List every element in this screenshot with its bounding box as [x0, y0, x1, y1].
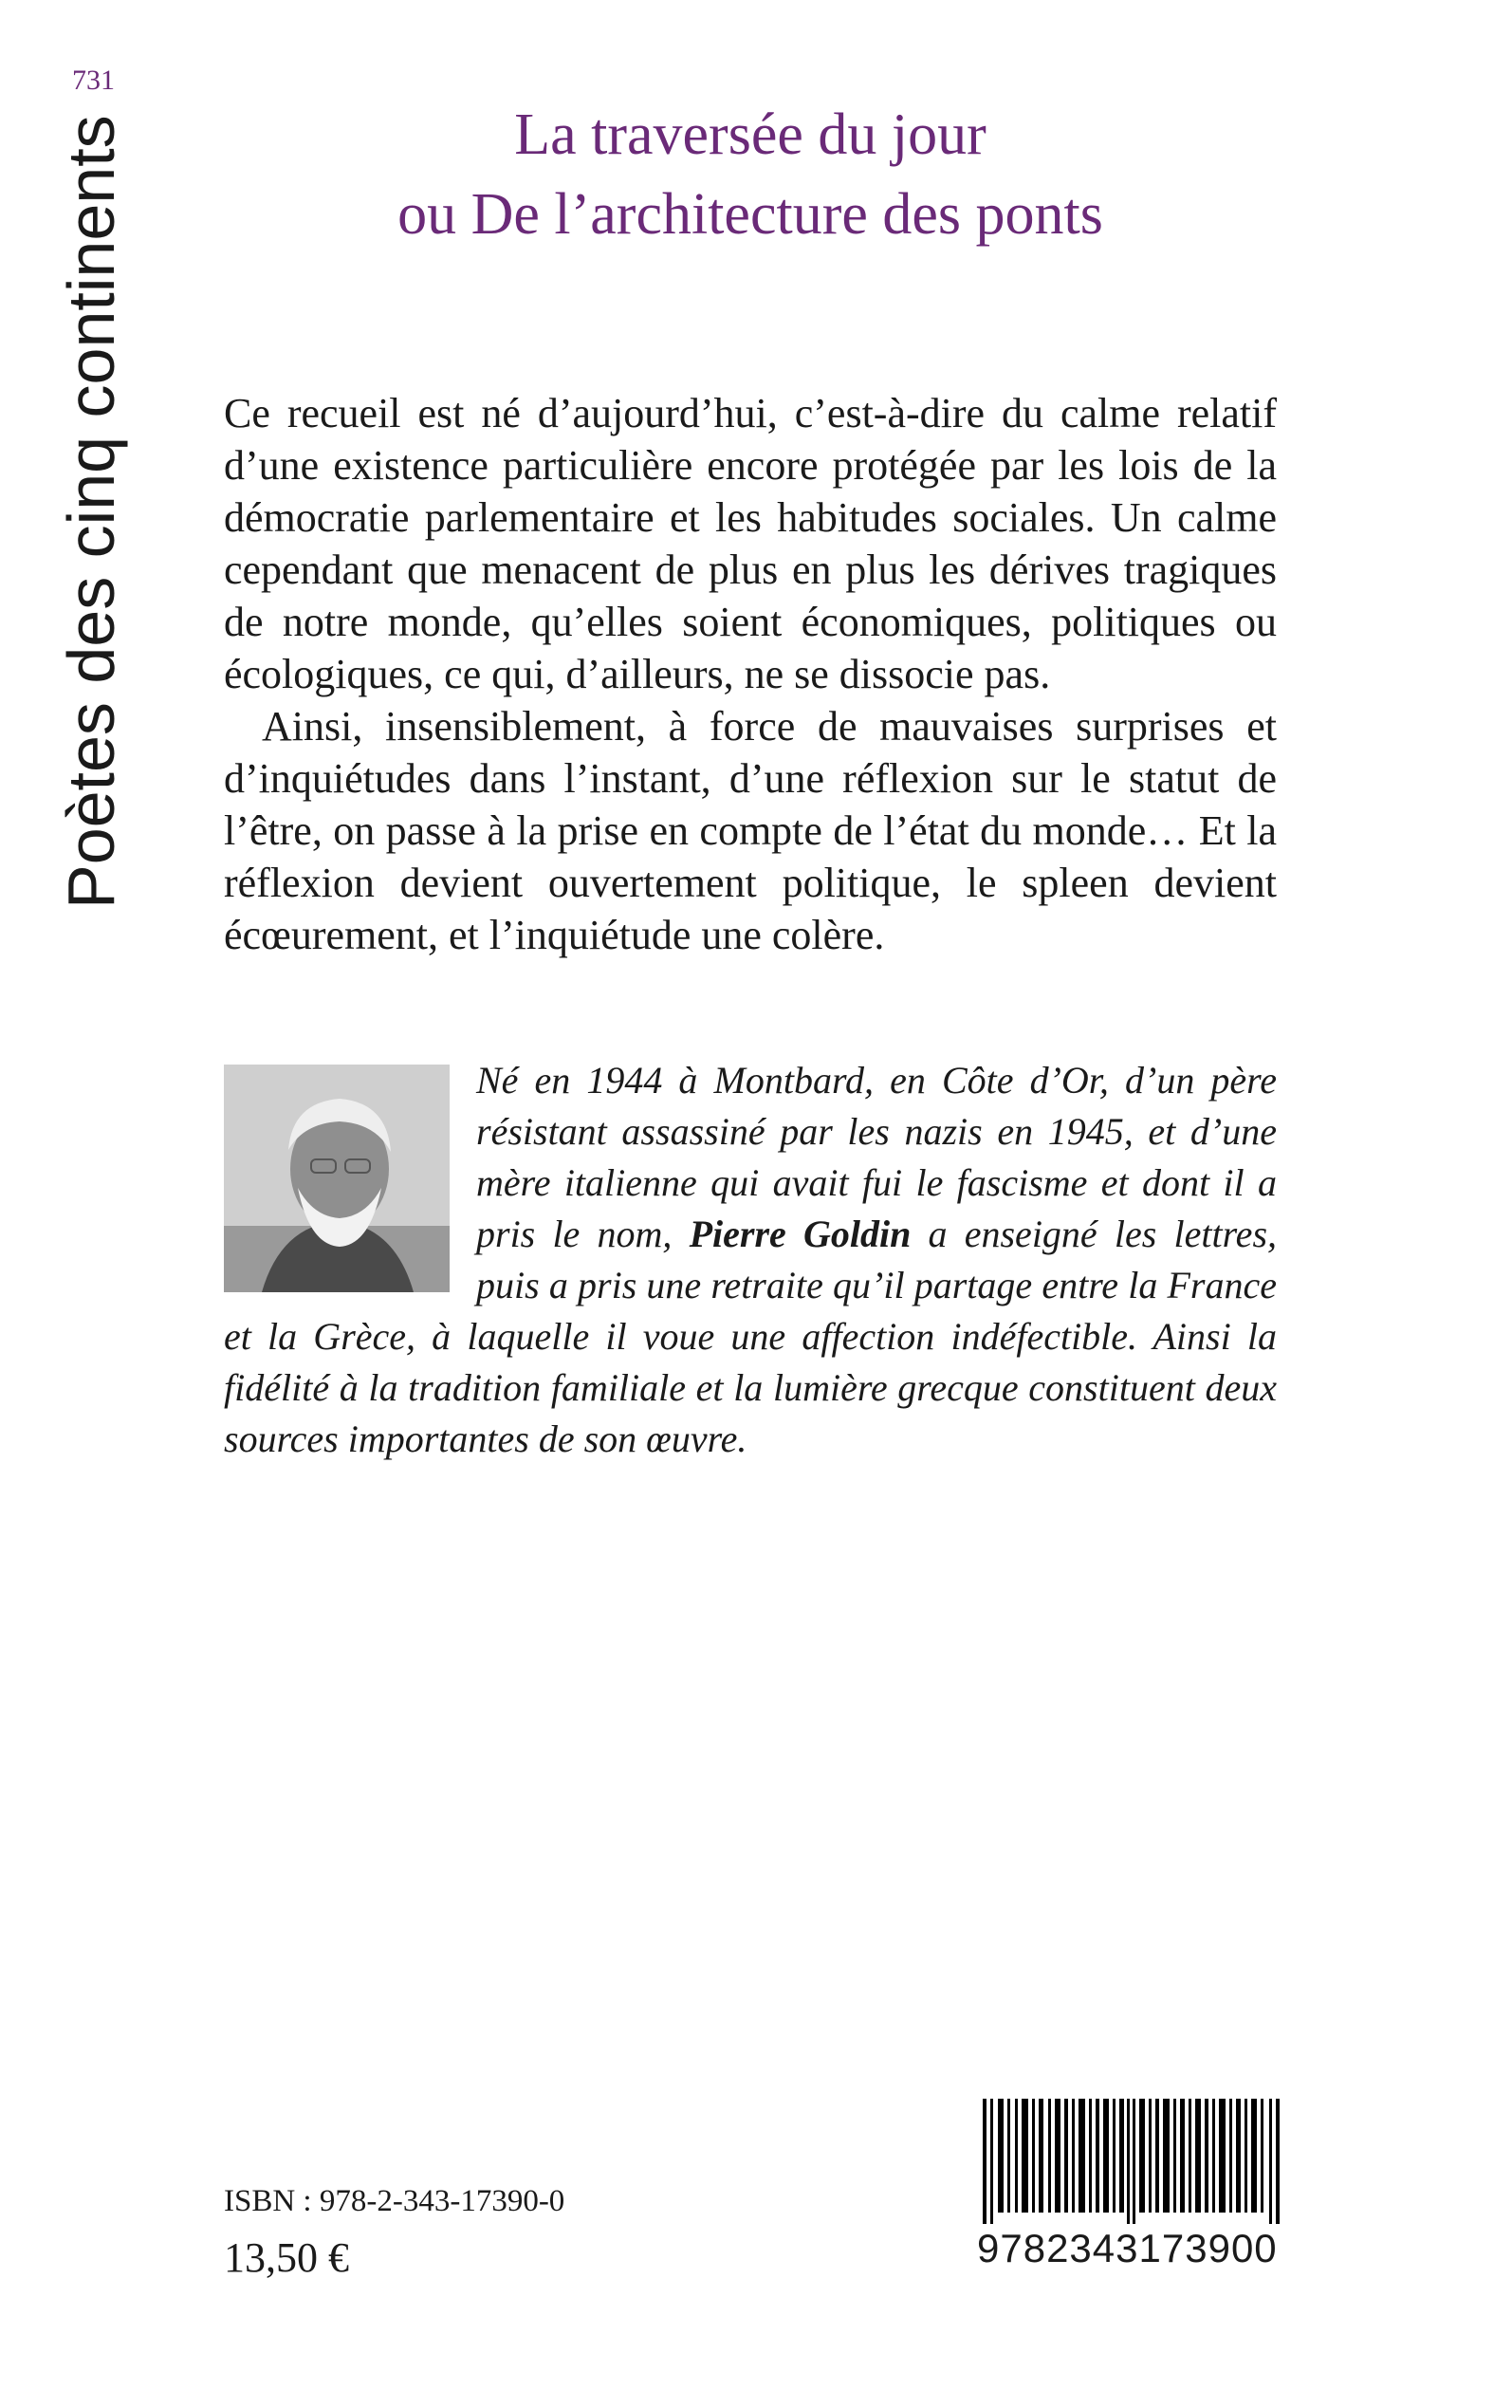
blurb-paragraph-2: Ainsi, insensiblement, à force de mauvaises surprises et d’inquiétudes dans l’instant, d’une réflexion sur le statut de l’être, on passe à la prise en compte de l’état du monde… Et la réflexion devient ouvertement politique, le spleen devient écœurement, et l’inquiétude une colère. [224, 703, 1277, 958]
blurb-paragraph-1: Ce recueil est né d’aujourd’hui, c’est-à-dire du calme relatif d’une existence particulière encore protégée par les lois de la démocratie parlementaire et les habitudes sociales. Un calme cependant que menacent de plus en plus les dérives tragiques de notre monde, qu’elles soient économiques, politiques ou écologiques, ce qui, d’ailleurs, ne se dissocie pas. [224, 390, 1277, 697]
book-title [224, 95, 1277, 254]
author-bio-rest: a enseigné les lettres, puis a pris une retraite qu’il partage entre la France et la Grèce, à laquelle il voue une affection indéfectible. Ainsi la fidélité à la tradition familiale et la lumière grecque constituent deux sources importantes de son œuvre. [224, 1213, 1278, 1460]
barcode-digits: 9782343173900 [977, 2226, 1278, 2270]
price: 13,50 € [224, 2234, 349, 2281]
author-portrait-image [224, 1065, 450, 1292]
author-bio [224, 1055, 1277, 1465]
title-line-2: ou De l’architecture des ponts [397, 182, 1103, 247]
series-number: 731 [72, 65, 115, 96]
barcode [977, 2099, 1286, 2269]
barcode-bars [977, 2099, 1286, 2224]
book-blurb [224, 387, 1277, 961]
series-name: Poètes des cinq continents [54, 115, 128, 909]
author-name: Pierre Goldin [689, 1213, 912, 1255]
author-photo [224, 1065, 450, 1292]
isbn: ISBN : 978-2-343-17390-0 [224, 2184, 565, 2218]
author-bio-intro: Né en 1944 à Montbard, en Côte d’Or, d’un père résistant assassiné par les nazis en 1945, et d’une mère italienne qui avait fui le fascisme et dont il a pris le nom, [476, 1059, 1277, 1255]
title-line-1: La traversée du jour [514, 102, 986, 167]
